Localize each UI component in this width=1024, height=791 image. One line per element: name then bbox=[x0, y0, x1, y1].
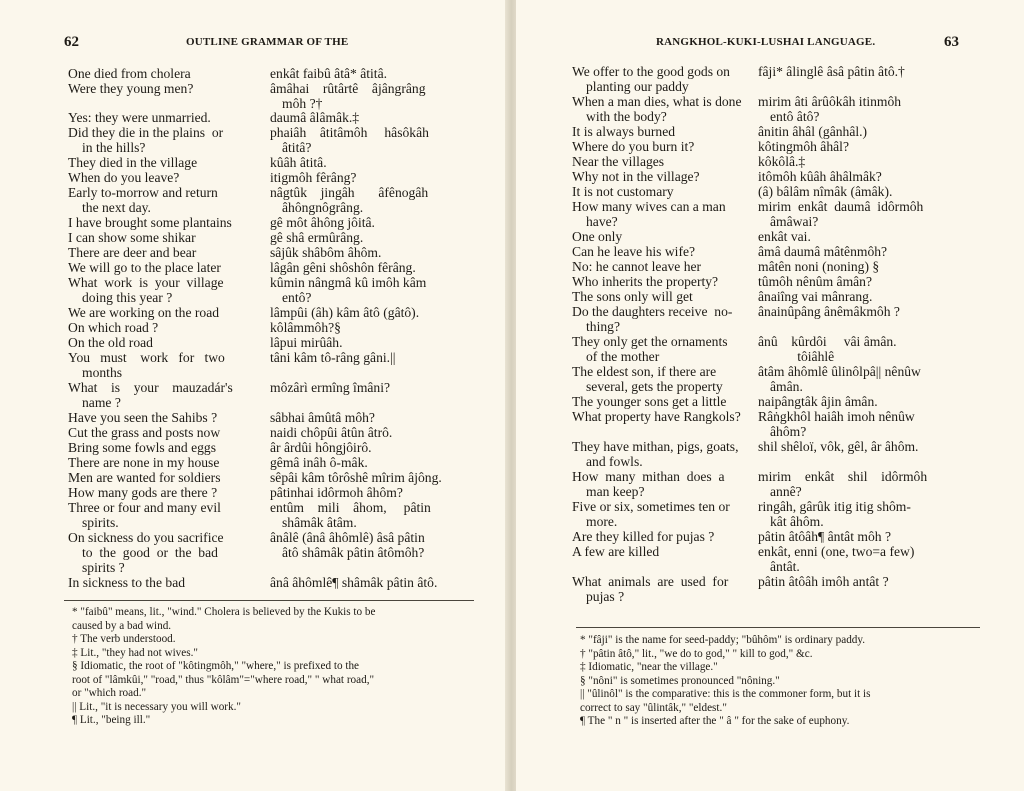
english-line: What work is your village bbox=[68, 275, 224, 290]
translation-line: sâbhai âmûtâ môh? bbox=[270, 410, 375, 425]
english-phrase bbox=[68, 410, 217, 425]
english-line: How many mithan does a bbox=[572, 469, 725, 484]
english-phrase bbox=[68, 320, 158, 335]
translation-line: lâmpûi (âh) kâm âtô (gâtô). bbox=[270, 305, 420, 320]
translation bbox=[758, 154, 805, 169]
english-phrase bbox=[68, 485, 217, 500]
english-phrase bbox=[572, 94, 742, 124]
english-phrase bbox=[572, 364, 723, 394]
english-line: Near the villages bbox=[572, 154, 665, 169]
footnote-line: § "nôni" is sometimes pronounced "nôning." bbox=[580, 674, 780, 687]
english-phrase bbox=[68, 350, 225, 380]
english-phrase bbox=[68, 500, 221, 530]
translation-line: âtâm âhômlê ûlinôlpâ|| nênûw bbox=[758, 364, 921, 379]
footnote-rule bbox=[64, 600, 474, 601]
translation bbox=[270, 110, 359, 125]
english-phrase bbox=[68, 275, 224, 305]
english-line: Do the daughters receive no- bbox=[572, 304, 733, 319]
translation-line: âhôngnôgrâng. bbox=[282, 200, 364, 215]
english-phrase bbox=[572, 259, 701, 274]
footnote-line: ‡ Idiomatic, "near the village." bbox=[580, 661, 718, 673]
running-head: OUTLINE GRAMMAR OF THE bbox=[186, 36, 349, 48]
translation-line: kûmin nângmâ kû imôh kâm bbox=[270, 275, 427, 290]
translation-line: itigmôh fêrâng? bbox=[270, 170, 357, 185]
english-phrase bbox=[572, 529, 714, 544]
english-line: What property have Rangkols? bbox=[572, 409, 741, 424]
english-line: have? bbox=[586, 214, 618, 229]
english-line: In sickness to the bad bbox=[68, 575, 186, 590]
translation-line: mirim âti ârûôkâh itinmôh bbox=[758, 94, 902, 109]
translation-line: daumâ âlâmâk.‡ bbox=[270, 110, 360, 125]
translation bbox=[758, 139, 849, 154]
english-line: On sickness do you sacrifice bbox=[68, 530, 224, 545]
english-phrase bbox=[572, 139, 694, 154]
english-line: Were they young men? bbox=[68, 81, 194, 96]
english-phrase bbox=[572, 334, 728, 364]
footnote-line: † "pâtin âtô," lit., "we do to god," " kill to god," &c. bbox=[580, 647, 813, 660]
translation-line: lâpui mirûâh. bbox=[270, 335, 343, 350]
translation-line: enkât vai. bbox=[758, 229, 811, 244]
translation bbox=[270, 425, 392, 440]
translation bbox=[270, 305, 419, 320]
translation-line: phaiâh âtitâmôh hâsôkâh bbox=[270, 125, 429, 140]
translation bbox=[758, 394, 878, 409]
footnote-line: or "which road." bbox=[72, 687, 147, 699]
english-phrase bbox=[68, 425, 220, 440]
translation bbox=[758, 409, 915, 439]
translation-line: ânaiîng vai mânrang. bbox=[758, 289, 873, 304]
english-line: with the body? bbox=[586, 109, 667, 124]
translation-line: lâgân gêni shôshôn fêrâng. bbox=[270, 260, 416, 275]
translation-line: entô âtô? bbox=[770, 109, 820, 124]
translation bbox=[270, 230, 363, 245]
english-phrase bbox=[68, 260, 221, 275]
footnotes bbox=[580, 634, 984, 729]
translation bbox=[270, 500, 431, 530]
translation-line: gêmâ inâh ô-mâk. bbox=[270, 455, 368, 470]
english-line: When a man dies, what is done bbox=[572, 94, 742, 109]
translation-line: âr ârdûi hôngjôirô. bbox=[270, 440, 372, 455]
english-phrase bbox=[68, 380, 233, 410]
translation-line: enkât, enni (one, two=a few) bbox=[758, 544, 915, 559]
english-line: pujas ? bbox=[586, 589, 625, 604]
translation-line: kôlâmmôh?§ bbox=[270, 320, 341, 335]
translation-line: sêpâi kâm tôrôshê mîrim âjông. bbox=[270, 470, 442, 485]
english-line: Did they die in the plains or bbox=[68, 125, 224, 140]
english-phrase bbox=[572, 289, 693, 304]
translation bbox=[758, 289, 872, 304]
translation bbox=[758, 499, 911, 529]
translation-line: mirim enkât shil idôrmôh bbox=[758, 469, 928, 484]
english-phrase bbox=[572, 154, 664, 169]
english-phrase bbox=[68, 470, 221, 485]
translation-line: itômôh kûâh âhâlmâk? bbox=[758, 169, 882, 184]
english-phrase bbox=[68, 66, 191, 81]
english-phrase bbox=[572, 169, 700, 184]
translation bbox=[758, 229, 811, 244]
english-line: spirits. bbox=[82, 515, 119, 530]
translation bbox=[270, 320, 341, 335]
translation-line: Râṅgkhôl haiâh imoh nênûw bbox=[758, 409, 915, 424]
footnote bbox=[72, 633, 472, 647]
english-line: the next day. bbox=[82, 200, 151, 215]
english-line: They only get the ornaments bbox=[572, 334, 728, 349]
footnote bbox=[72, 714, 472, 728]
english-line: How many wives can a man bbox=[572, 199, 726, 214]
footnote bbox=[72, 647, 472, 661]
footnote bbox=[72, 701, 472, 715]
english-phrase bbox=[572, 304, 732, 334]
translation-line: ânû kûrdôi vâi âmân. bbox=[758, 334, 897, 349]
english-line: The sons only will get bbox=[572, 289, 693, 304]
footnote bbox=[580, 688, 984, 715]
english-line: Are they killed for pujas ? bbox=[572, 529, 715, 544]
english-line: On which road ? bbox=[68, 320, 159, 335]
footnote-line: ¶ The " n " is inserted after the " â " for the sake of euphony. bbox=[580, 715, 850, 727]
english-line: How many gods are there ? bbox=[68, 485, 218, 500]
translation-line: âmân. bbox=[770, 379, 803, 394]
english-phrase bbox=[572, 439, 739, 469]
right-header bbox=[516, 34, 1024, 52]
footnote-line: † The verb understood. bbox=[72, 633, 176, 645]
english-line: thing? bbox=[586, 319, 620, 334]
english-line: It is not customary bbox=[572, 184, 674, 199]
translation bbox=[758, 94, 901, 124]
english-line: No: he cannot leave her bbox=[572, 259, 702, 274]
english-phrase bbox=[572, 184, 674, 199]
english-phrase bbox=[68, 230, 196, 245]
english-line: Why not in the village? bbox=[572, 169, 700, 184]
translation-line: gê shâ ermûrâng. bbox=[270, 230, 364, 245]
translation-line: naipângtâk âjin âmân. bbox=[758, 394, 878, 409]
english-line: and fowls. bbox=[586, 454, 643, 469]
translation-line: môh ?† bbox=[282, 96, 323, 111]
left-header bbox=[0, 34, 508, 52]
english-line: in the hills? bbox=[82, 140, 146, 155]
translation bbox=[270, 275, 426, 305]
english-line: I can show some shikar bbox=[68, 230, 196, 245]
english-line: man keep? bbox=[586, 484, 645, 499]
footnote-line: ¶ Lit., "being ill." bbox=[72, 714, 151, 726]
english-line: to the good or the bad bbox=[82, 545, 218, 560]
running-head: RANGKHOL-KUKI-LUSHAI LANGUAGE. bbox=[656, 36, 876, 48]
footnote-line: || Lit., "it is necessary you will work." bbox=[72, 700, 241, 713]
translation bbox=[758, 184, 892, 199]
footnote bbox=[72, 606, 472, 633]
english-phrase bbox=[68, 245, 196, 260]
english-phrase bbox=[572, 499, 730, 529]
english-line: We will go to the place later bbox=[68, 260, 221, 275]
english-line: The younger sons get a little bbox=[572, 394, 727, 409]
english-phrase bbox=[68, 81, 193, 96]
translation-line: annê? bbox=[770, 484, 802, 499]
english-phrase bbox=[572, 124, 675, 139]
english-line: We are working on the road bbox=[68, 305, 220, 320]
footnote-line: ‡ Lit., "they had not wives." bbox=[72, 646, 198, 659]
english-phrase bbox=[68, 440, 216, 455]
translation-line: kôkôlâ.‡ bbox=[758, 154, 806, 169]
english-line: Have you seen the Sahibs ? bbox=[68, 410, 218, 425]
translation-line: tûmôh nênûm âmân? bbox=[758, 274, 873, 289]
page-number: 63 bbox=[944, 34, 959, 50]
translation-line: shil shêloï, vôk, gêl, âr âhôm. bbox=[758, 439, 919, 454]
right-page bbox=[516, 0, 1024, 791]
translation bbox=[758, 124, 867, 139]
english-line: Men are wanted for soldiers bbox=[68, 470, 221, 485]
english-phrase bbox=[572, 574, 728, 604]
translation-line: ringâh, gârûk itig itig shôm- bbox=[758, 499, 911, 514]
english-line: What is your mauzadár's bbox=[68, 380, 233, 395]
footnote bbox=[580, 715, 984, 729]
footnote bbox=[580, 634, 984, 648]
translation-line: âmâwai? bbox=[770, 214, 819, 229]
english-line: Where do you burn it? bbox=[572, 139, 695, 154]
translation bbox=[758, 439, 918, 454]
footnote-line: * "faibû" means, lit., "wind." Cholera is believed by the Kukis to be bbox=[72, 606, 376, 618]
english-line: name ? bbox=[82, 395, 121, 410]
english-phrase bbox=[68, 305, 219, 320]
translation-line: tôiâhlê bbox=[770, 349, 835, 364]
english-phrase bbox=[68, 215, 232, 230]
translation bbox=[270, 260, 416, 275]
translation bbox=[758, 574, 889, 589]
translation-line: sâjûk shâbôm âhôm. bbox=[270, 245, 382, 260]
english-line: more. bbox=[586, 514, 618, 529]
translation-line: shâmâk âtâm. bbox=[282, 515, 357, 530]
english-line: Cut the grass and posts now bbox=[68, 425, 221, 440]
translation-line: ânâ âhômlê¶ shâmâk pâtin âtô. bbox=[270, 575, 438, 590]
translation bbox=[758, 529, 891, 544]
translation bbox=[270, 530, 425, 560]
english-line: Can he leave his wife? bbox=[572, 244, 696, 259]
translation-line: entô? bbox=[282, 290, 312, 305]
footnote bbox=[580, 648, 984, 662]
english-line: The eldest son, if there are bbox=[572, 364, 717, 379]
english-line: Early to-morrow and return bbox=[68, 185, 218, 200]
translation-line: nâgtûk jingâh âfênogâh bbox=[270, 185, 429, 200]
translation-line: âhôm? bbox=[770, 424, 807, 439]
translation bbox=[270, 470, 442, 485]
translation bbox=[270, 455, 368, 470]
translation bbox=[270, 575, 437, 590]
english-phrase bbox=[572, 544, 659, 559]
translation bbox=[270, 380, 390, 395]
english-phrase bbox=[572, 64, 730, 94]
translation-line: kôtingmôh âhâl? bbox=[758, 139, 849, 154]
english-phrase bbox=[572, 409, 741, 424]
translation-line: âtitâ? bbox=[282, 140, 312, 155]
translation-line: mirim enkât daumâ idôrmôh bbox=[758, 199, 924, 214]
translation-line: entûm mili âhom, pâtin bbox=[270, 500, 431, 515]
english-phrase bbox=[572, 229, 622, 244]
english-phrase bbox=[572, 394, 726, 409]
translation bbox=[270, 215, 375, 230]
translation bbox=[270, 335, 342, 350]
footnote bbox=[72, 660, 472, 701]
english-phrase bbox=[68, 530, 224, 575]
translation bbox=[270, 185, 428, 215]
english-phrase bbox=[68, 170, 179, 185]
translation-line: ânainûpâng ânêmâkmôh ? bbox=[758, 304, 900, 319]
english-line: several, gets the property bbox=[586, 379, 723, 394]
footnotes bbox=[72, 606, 472, 728]
translation-line: enkât faibû âtâ* âtitâ. bbox=[270, 66, 388, 81]
translation bbox=[758, 64, 905, 79]
translation-line: naidi chôpûi âtûn âtrô. bbox=[270, 425, 393, 440]
english-line: They have mithan, pigs, goats, bbox=[572, 439, 739, 454]
english-line: We offer to the good gods on bbox=[572, 64, 730, 79]
translation bbox=[270, 81, 426, 111]
translation-line: ânitin âhâl (gânhâl.) bbox=[758, 124, 868, 139]
translation bbox=[758, 364, 921, 394]
translation bbox=[270, 410, 375, 425]
translation bbox=[758, 199, 923, 229]
translation-line: mâtên noni (noning) § bbox=[758, 259, 880, 274]
english-phrase bbox=[68, 455, 219, 470]
english-phrase bbox=[68, 110, 211, 125]
english-line: Who inherits the property? bbox=[572, 274, 719, 289]
english-line: Five or six, sometimes ten or bbox=[572, 499, 730, 514]
english-phrase bbox=[68, 335, 153, 350]
english-line: doing this year ? bbox=[82, 290, 173, 305]
english-line: Bring some fowls and eggs bbox=[68, 440, 217, 455]
translation bbox=[270, 66, 387, 81]
english-line: It is always burned bbox=[572, 124, 676, 139]
left-page bbox=[0, 0, 508, 791]
translation-line: âmâ daumâ mâtênmôh? bbox=[758, 244, 888, 259]
english-line: planting our paddy bbox=[586, 79, 689, 94]
translation bbox=[758, 244, 887, 259]
footnote-line: root of "lâmkûi," "road," thus "kôlâm"="where road," " what road," bbox=[72, 673, 375, 686]
footnote bbox=[580, 661, 984, 675]
footnote-line: * "fâji" is the name for seed-paddy; "bûhôm" is ordinary paddy. bbox=[580, 634, 866, 646]
english-line: months bbox=[82, 365, 123, 380]
english-phrase bbox=[572, 199, 726, 229]
footnote-line: caused by a bad wind. bbox=[72, 619, 172, 632]
english-phrase bbox=[68, 155, 197, 170]
translation-line: fâji* âlinglê âsâ pâtin âtô.† bbox=[758, 64, 905, 79]
translation bbox=[270, 155, 327, 170]
translation bbox=[758, 469, 927, 499]
translation-line: pâtin âtôâh¶ ântât môh ? bbox=[758, 529, 891, 544]
translation-line: ânâlê (ânâ âhômlê) âsâ pâtin bbox=[270, 530, 425, 545]
translation-line: âtô shâmâk pâtin âtômôh? bbox=[282, 545, 425, 560]
english-line: One died from cholera bbox=[68, 66, 191, 81]
english-line: There are deer and bear bbox=[68, 245, 197, 260]
english-line: They died in the village bbox=[68, 155, 198, 170]
english-line: When do you leave? bbox=[68, 170, 180, 185]
translation bbox=[270, 170, 356, 185]
translation-line: pâtin âtôâh imôh antât ? bbox=[758, 574, 889, 589]
english-line: Three or four and many evil bbox=[68, 500, 221, 515]
english-phrase bbox=[68, 125, 223, 155]
english-line: I have brought some plantains bbox=[68, 215, 232, 230]
footnote-rule bbox=[576, 627, 980, 628]
english-line: You must work for two bbox=[68, 350, 225, 365]
translation bbox=[758, 274, 872, 289]
translation bbox=[270, 485, 403, 500]
english-line: of the mother bbox=[586, 349, 660, 364]
footnote-line: correct to say "ûlintâk," "eldest." bbox=[580, 701, 727, 714]
translation bbox=[758, 304, 900, 319]
footnote-line: || "ûlinôl" is the comparative: this is the commoner form, but it is bbox=[580, 688, 871, 700]
english-line: What animals are used for bbox=[572, 574, 729, 589]
english-phrase bbox=[68, 185, 218, 215]
english-phrase bbox=[572, 469, 725, 499]
translation bbox=[758, 259, 879, 274]
translation-line: pâtinhai idôrmoh âhôm? bbox=[270, 485, 403, 500]
translation-line: ântât. bbox=[770, 559, 800, 574]
translation bbox=[270, 245, 381, 260]
translation bbox=[758, 544, 914, 574]
translation-line: (â) bâlâm nîmâk (âmâk). bbox=[758, 184, 893, 199]
english-line: Yes: they were unmarried. bbox=[68, 110, 211, 125]
english-line: A few are killed bbox=[572, 544, 660, 559]
english-phrase bbox=[572, 244, 695, 259]
translation bbox=[270, 125, 429, 155]
english-phrase bbox=[572, 274, 718, 289]
translation-line: âmâhai rûtârtê âjângrâng bbox=[270, 81, 426, 96]
translation bbox=[758, 169, 882, 184]
english-phrase bbox=[68, 575, 185, 590]
translation bbox=[270, 440, 372, 455]
translation-line: kât âhôm. bbox=[770, 514, 824, 529]
translation-line: môzârì ermîng îmâni? bbox=[270, 380, 391, 395]
translation-line: kûâh âtitâ. bbox=[270, 155, 327, 170]
english-line: One only bbox=[572, 229, 623, 244]
translation-line: tâni kâm tô-râng gâni.|| bbox=[270, 350, 396, 365]
translation bbox=[270, 350, 395, 365]
translation bbox=[758, 334, 897, 364]
footnote-line: § Idiomatic, the root of "kôtingmôh," "where," is prefixed to the bbox=[72, 660, 360, 672]
english-line: There are none in my house bbox=[68, 455, 220, 470]
english-line: On the old road bbox=[68, 335, 153, 350]
english-line: spirits ? bbox=[82, 560, 125, 575]
page-number: 62 bbox=[64, 34, 79, 50]
translation-line: gê môt âhông jôitâ. bbox=[270, 215, 375, 230]
footnote bbox=[580, 675, 984, 689]
